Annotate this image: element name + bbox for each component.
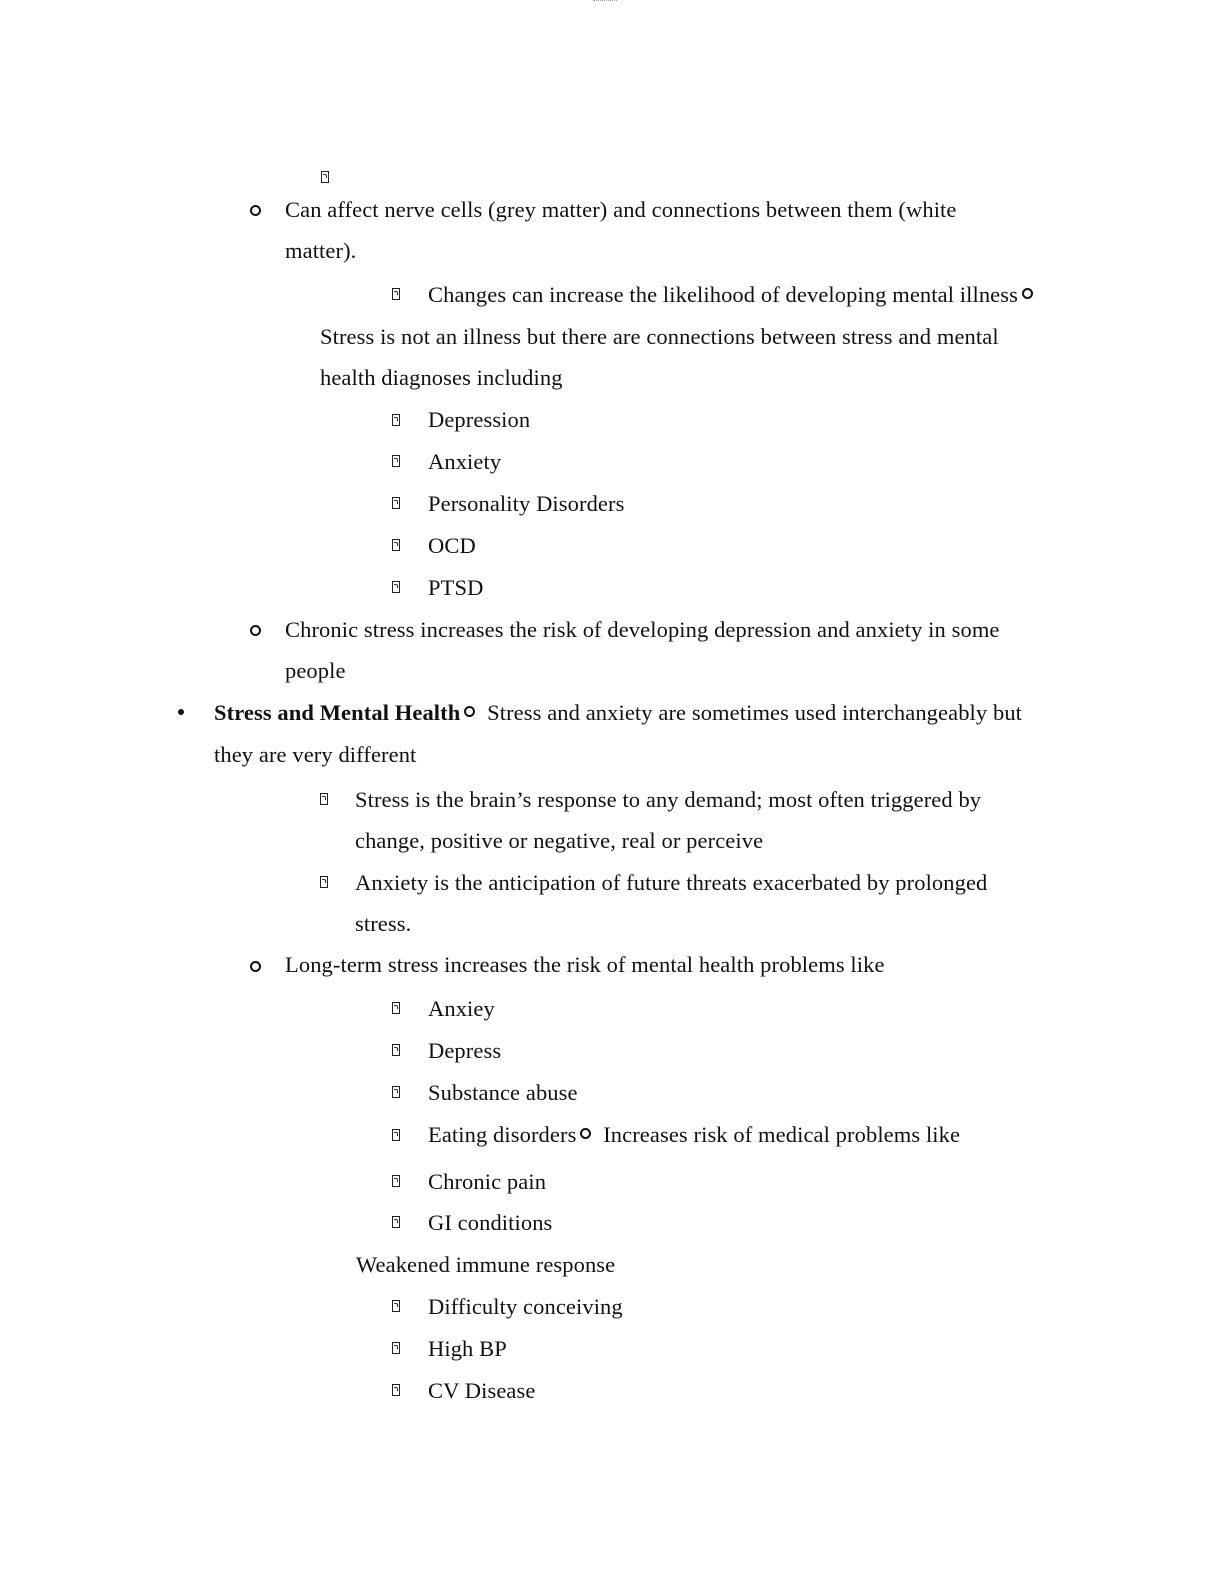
solid-bullet-icon [178, 709, 184, 715]
text-line: Weakened immune response [356, 1252, 616, 1277]
text-span: Increases risk of medical problems like [603, 1122, 961, 1147]
list-item: PTSD [428, 575, 484, 600]
text-line: Stress is not an illness but there are connections between stress and mental [320, 324, 999, 349]
list-item: Difficulty conceiving [428, 1294, 623, 1319]
hollow-circle-bullet-icon [464, 706, 475, 717]
text-span: Changes can increase the likelihood of developing mental illness [428, 282, 1018, 307]
missing-glyph-icon [392, 581, 400, 593]
hollow-circle-bullet-icon [250, 961, 261, 972]
missing-glyph-icon [392, 1044, 400, 1056]
missing-glyph-icon [320, 876, 328, 888]
missing-glyph-icon [392, 1175, 400, 1187]
text-line: Stress is the brain’s response to any demand; most often triggered by [355, 787, 982, 812]
list-item: Anxiey [428, 996, 495, 1021]
list-item: Depress [428, 1038, 502, 1063]
missing-glyph-icon [392, 455, 400, 467]
text-line: Can affect nerve cells (grey matter) and connections between them (white [285, 197, 957, 222]
text-line: Long-term stress increases the risk of mental health problems like [285, 952, 885, 977]
list-item: OCD [428, 533, 476, 558]
missing-glyph-icon [392, 1002, 400, 1014]
list-item: Substance abuse [428, 1080, 578, 1105]
missing-glyph-icon [392, 1384, 400, 1396]
missing-glyph-icon [320, 793, 328, 805]
missing-glyph-icon [392, 1216, 400, 1228]
text-line: stress. [355, 911, 412, 936]
missing-glyph-icon [392, 539, 400, 551]
text-line [428, 282, 1039, 308]
list-item: CV Disease [428, 1378, 536, 1403]
list-item: Personality Disorders [428, 491, 625, 516]
text-line: Chronic stress increases the risk of developing depression and anxiety in some [285, 617, 1000, 642]
text-line: health diagnoses including [320, 365, 563, 390]
hollow-circle-bullet-icon [1022, 288, 1033, 299]
list-item: GI conditions [428, 1210, 553, 1235]
missing-glyph-icon [392, 497, 400, 509]
missing-glyph-icon [392, 1129, 400, 1141]
list-item: Depression [428, 407, 531, 432]
list-item: Chronic pain [428, 1169, 547, 1194]
missing-glyph-icon [321, 171, 329, 183]
missing-glyph-icon [392, 1300, 400, 1312]
text-span: Eating disorders [428, 1122, 577, 1147]
missing-glyph-icon [392, 1342, 400, 1354]
section-heading: Stress and Mental Health [214, 700, 461, 725]
hollow-circle-bullet-icon [580, 1128, 591, 1139]
list-item: High BP [428, 1336, 507, 1361]
hollow-circle-bullet-icon [250, 205, 261, 216]
text-line: matter). [285, 238, 357, 263]
list-item: Anxiety [428, 449, 502, 474]
text-line: Anxiety is the anticipation of future threats exacerbated by prolonged [355, 870, 988, 895]
text-line: they are very different [214, 742, 417, 767]
text-line: change, positive or negative, real or perceive [355, 828, 764, 853]
hollow-circle-bullet-icon [250, 625, 261, 636]
missing-glyph-icon [392, 288, 400, 300]
page-top-mark [593, 0, 617, 3]
missing-glyph-icon [392, 1086, 400, 1098]
list-item [428, 1122, 960, 1148]
missing-glyph-icon [392, 414, 400, 426]
text-line [214, 700, 1022, 726]
text-span: Stress and anxiety are sometimes used interchangeably but [487, 700, 1023, 725]
text-line: people [285, 658, 346, 683]
